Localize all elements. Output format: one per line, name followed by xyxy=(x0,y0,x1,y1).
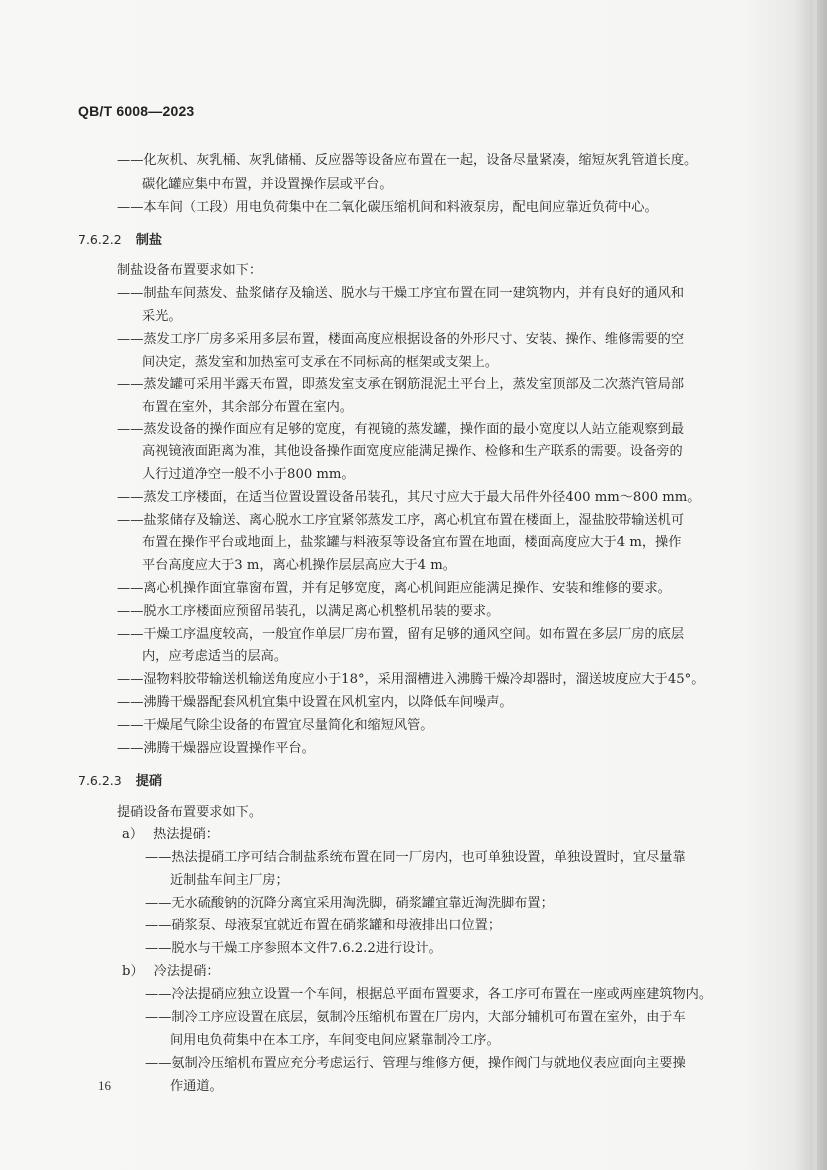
sublist-marker: b） xyxy=(122,964,144,979)
section-heading-7-6-2-2 xyxy=(78,231,162,250)
list-item-continuation: 间决定，蒸发室和加热室可支承在不同标高的框架或支架上。 xyxy=(142,355,499,370)
list-item: ——蒸发工序厂房多采用多层布置，楼面高度应根据设备的外形尺寸、安装、操作、维修需要的空 xyxy=(117,332,685,347)
sublist-marker: a） xyxy=(122,827,144,842)
list-item-continuation: 布置在操作平台或地面上，盐浆罐与料液泵等设备宜布置在地面，楼面高度应大于4 m，操作 xyxy=(142,535,682,550)
sublist-label-a xyxy=(122,826,219,844)
page-edge-shadow xyxy=(813,0,817,1170)
list-item: ——蒸发罐可采用半露天布置，即蒸发室支承在钢筋混泥土平台上，蒸发室顶部及二次蒸汽管局部 xyxy=(117,377,685,392)
sublist-title: 冷法提硝： xyxy=(153,964,220,979)
list-item: ——本车间（工段）用电负荷集中在二氧化碳压缩机间和料液泵房，配电间应靠近负荷中心。 xyxy=(117,200,658,215)
list-item: ——干燥工序温度较高，一般宜作单层厂房布置，留有足够的通风空间。如布置在多层厂房的底层 xyxy=(117,627,685,642)
document-code-header: QB/T 6008—2023 xyxy=(78,103,195,119)
list-item: ——冷法提硝应独立设置一个车间，根据总平面布置要求，各工序可布置在一座或两座建筑物内。 xyxy=(145,987,713,1002)
list-item: ——脱水工序楼面应预留吊装孔，以满足离心机整机吊装的要求。 xyxy=(117,604,500,619)
sublist-title: 热法提硝： xyxy=(153,827,219,842)
list-item: ——干燥尾气除尘设备的布置宜尽量简化和缩短风管。 xyxy=(117,718,434,733)
list-item: ——脱水与干燥工序参照本文件7.6.2.2进行设计。 xyxy=(145,941,442,956)
list-item-continuation: 碳化罐应集中布置，并设置操作层或平台。 xyxy=(142,177,393,192)
list-item-continuation: 内，应考虑适当的层高。 xyxy=(142,649,288,664)
list-item: ——氨制冷压缩机布置应充分考虑运行、管理与维修方便，操作阀门与就地仪表应面向主要操 xyxy=(145,1056,686,1071)
list-item-continuation: 人行过道净空一般不小于800 mm。 xyxy=(142,467,355,482)
list-item: ——热法提硝工序可结合制盐系统布置在同一厂房内，也可单独设置，单独设置时，宜尽量靠 xyxy=(145,850,686,865)
list-item: ——湿物料胶带输送机输送角度应小于18°，采用溜槽进入沸腾干燥冷却器时，溜送坡度应大于45°。 xyxy=(117,672,705,687)
paragraph-intro: 制盐设备布置要求如下： xyxy=(117,263,263,278)
section-title: 制盐 xyxy=(135,233,163,248)
list-item: ——盐浆储存及输送、离心脱水工序宜紧邻蒸发工序，离心机宜布置在楼面上，湿盐胶带输送机可 xyxy=(117,513,685,528)
list-item: ——蒸发设备的操作面应有足够的宽度，有视镜的蒸发罐，操作面的最小宽度以人站立能观察到最 xyxy=(117,422,685,437)
list-item-continuation: 高视镜液面距离为准，其他设备操作面宽度应能满足操作、检修和生产联系的需要。设备旁的 xyxy=(142,444,683,459)
list-item-continuation: 布置在室外，其余部分布置在室内。 xyxy=(142,400,353,415)
sublist-label-b xyxy=(122,963,220,981)
list-item: ——制盐车间蒸发、盐浆储存及输送、脱水与干燥工序宜布置在同一建筑物内，并有良好的通风和 xyxy=(117,286,685,301)
list-item-continuation: 平台高度应大于3 m，离心机操作层层高应大于4 m。 xyxy=(142,558,456,573)
list-item-continuation: 近制盐车间主厂房； xyxy=(170,873,289,888)
page-number: 16 xyxy=(98,1078,111,1093)
list-item-continuation: 作通道。 xyxy=(170,1079,223,1094)
list-item: ——沸腾干燥器配套风机宜集中设置在风机室内，以降低车间噪声。 xyxy=(117,695,513,710)
section-number: 7.6.2.3 xyxy=(78,773,122,788)
list-item: ——沸腾干燥器应设置操作平台。 xyxy=(117,741,315,756)
section-heading-7-6-2-3 xyxy=(78,772,162,791)
list-item: ——蒸发工序楼面，在适当位置设置设备吊装孔，其尺寸应大于最大吊件外径400 mm～800 mm。 xyxy=(117,490,701,505)
list-item: ——化灰机、灰乳桶、灰乳储桶、反应器等设备应布置在一起，设备尽量紧凑，缩短灰乳管道长度。 xyxy=(117,153,698,168)
list-item: ——硝浆泵、母液泵宜就近布置在硝浆罐和母液排出口位置； xyxy=(145,918,502,933)
list-item-continuation: 间用电负荷集中在本工序，车间变电间应紧靠制冷工序。 xyxy=(170,1033,500,1048)
section-title: 提硝 xyxy=(135,774,163,789)
list-item-continuation: 采光。 xyxy=(142,309,182,324)
list-item: ——无水硫酸钠的沉降分离宜采用淘洗脚，硝浆罐宜靠近淘洗脚布置； xyxy=(145,896,554,911)
list-item: ——制冷工序应设置在底层，氨制冷压缩机布置在厂房内，大部分辅机可布置在室外，由于车 xyxy=(145,1010,686,1025)
list-item: ——离心机操作面宜靠窗布置，并有足够宽度，离心机间距应能满足操作、安装和维修的要求。 xyxy=(117,581,671,596)
section-number: 7.6.2.2 xyxy=(78,232,122,247)
paragraph-intro: 提硝设备布置要求如下。 xyxy=(117,805,263,820)
